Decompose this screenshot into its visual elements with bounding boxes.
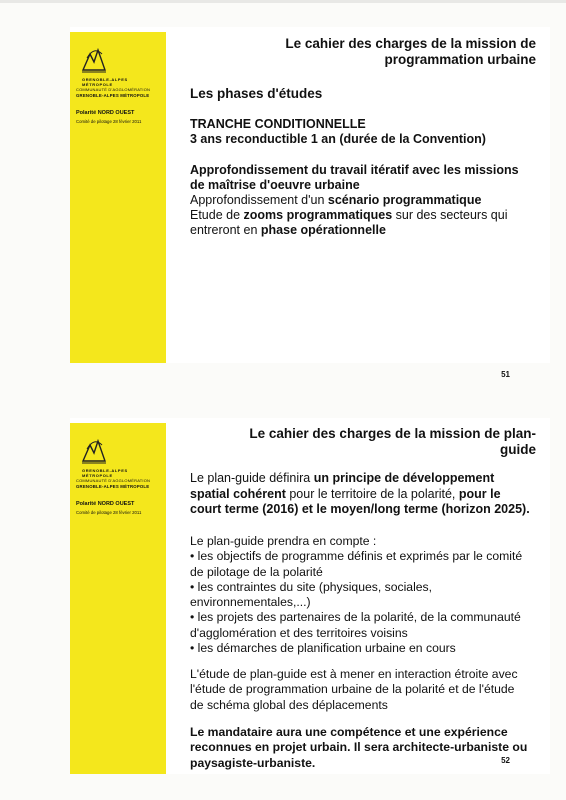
mountain-logo-icon bbox=[80, 44, 108, 74]
appro-line3-bold: zooms programmatiques bbox=[243, 208, 393, 222]
slide-programmation bbox=[70, 27, 550, 379]
sidebar-band bbox=[70, 32, 166, 363]
comite-label: Comité de pilotage 28 février 2011 bbox=[76, 119, 142, 124]
list-item: • les démarches de planification urbaine en cours bbox=[190, 641, 456, 656]
comite-label: Comité de pilotage 28 février 2011 bbox=[76, 510, 142, 515]
sidebar-band bbox=[70, 423, 166, 774]
intro-paragraph bbox=[190, 471, 530, 518]
tranche-line1: TRANCHE CONDITIONNELLE bbox=[190, 117, 366, 131]
appro-heading: Approfondissement du travail itératif avec les missions de maîtrise d'oeuvre urbaine bbox=[190, 163, 519, 192]
logo-line1: GRENOBLE-ALPES bbox=[82, 77, 128, 82]
metro-logo bbox=[76, 44, 146, 87]
section-heading: Les phases d'études bbox=[190, 86, 323, 101]
slide-plan-guide bbox=[70, 418, 550, 774]
appro-line2-text: Approfondissement d'un bbox=[190, 193, 328, 207]
appro-line3-text: Etude de bbox=[190, 208, 244, 222]
list-item: • les contraintes du site (physiques, sociales, environnementales,...) bbox=[190, 579, 433, 610]
intro-bold2: pour le court terme (2016) et le moyen/long terme (horizon 2025). bbox=[190, 486, 530, 516]
appro-line2 bbox=[190, 193, 530, 208]
slide-title: Le cahier des charges de la mission de programmation urbaine bbox=[285, 36, 536, 67]
etude-paragraph: L'étude de plan-guide est à mener en interaction étroite avec l'étude de programmation urbaine de la polarité et de l'étude de schéma global des déplacements bbox=[190, 667, 518, 712]
mountain-logo-icon bbox=[80, 435, 108, 465]
appro-line3 bbox=[190, 208, 530, 238]
intro-text: Le plan-guide définira bbox=[190, 471, 314, 485]
list-intro: Le plan-guide prendra en compte : bbox=[190, 534, 377, 548]
appro-line2-bold: scénario programmatique bbox=[327, 193, 482, 207]
list-item: • les projets des partenaires de la polarité, de la communauté d'agglomération et des territoires voisins bbox=[190, 610, 521, 640]
org-line1: COMMUNAUTÉ D'AGGLOMÉRATION bbox=[76, 478, 151, 483]
metro-logo bbox=[76, 435, 146, 478]
page-edge bbox=[0, 0, 566, 3]
polarite-label: Polarité NORD OUEST bbox=[76, 501, 135, 507]
page-number: 52 bbox=[501, 756, 510, 765]
list-item: • les objectifs de programme définis et exprimés par le comité de pilotage de la polarité bbox=[190, 549, 523, 579]
considerations-list bbox=[190, 534, 530, 656]
mandataire-paragraph: Le mandataire aura une compétence et une expérience reconnues en projet urbain. Il sera architecte-urbaniste ou paysagiste-urbaniste. bbox=[190, 725, 528, 770]
slide-title: Le cahier des charges de la mission de plan-guide bbox=[249, 426, 536, 457]
intro-mid: pour le territoire de la polarité, bbox=[285, 486, 459, 501]
logo-line2: MÉTROPOLE bbox=[82, 82, 113, 87]
org-line2: GRENOBLE-ALPES MÉTROPOLE bbox=[76, 93, 150, 98]
org-line2: GRENOBLE-ALPES MÉTROPOLE bbox=[76, 484, 150, 489]
page-number: 51 bbox=[501, 370, 510, 379]
logo-line2: MÉTROPOLE bbox=[82, 473, 113, 478]
intro-bold1: un principe de développement spatial cohérent bbox=[190, 471, 495, 501]
appro-line3-bold2: phase opérationnelle bbox=[260, 223, 386, 237]
appro-line3-mid: sur des secteurs qui entreront en bbox=[190, 208, 508, 237]
approfondissement-block bbox=[190, 163, 530, 238]
polarite-label: Polarité NORD OUEST bbox=[76, 110, 135, 116]
tranche-block bbox=[190, 117, 486, 147]
logo-line1: GRENOBLE-ALPES bbox=[82, 468, 128, 473]
tranche-line2: 3 ans reconductible 1 an (durée de la Convention) bbox=[190, 132, 486, 146]
org-line1: COMMUNAUTÉ D'AGGLOMÉRATION bbox=[76, 87, 151, 92]
